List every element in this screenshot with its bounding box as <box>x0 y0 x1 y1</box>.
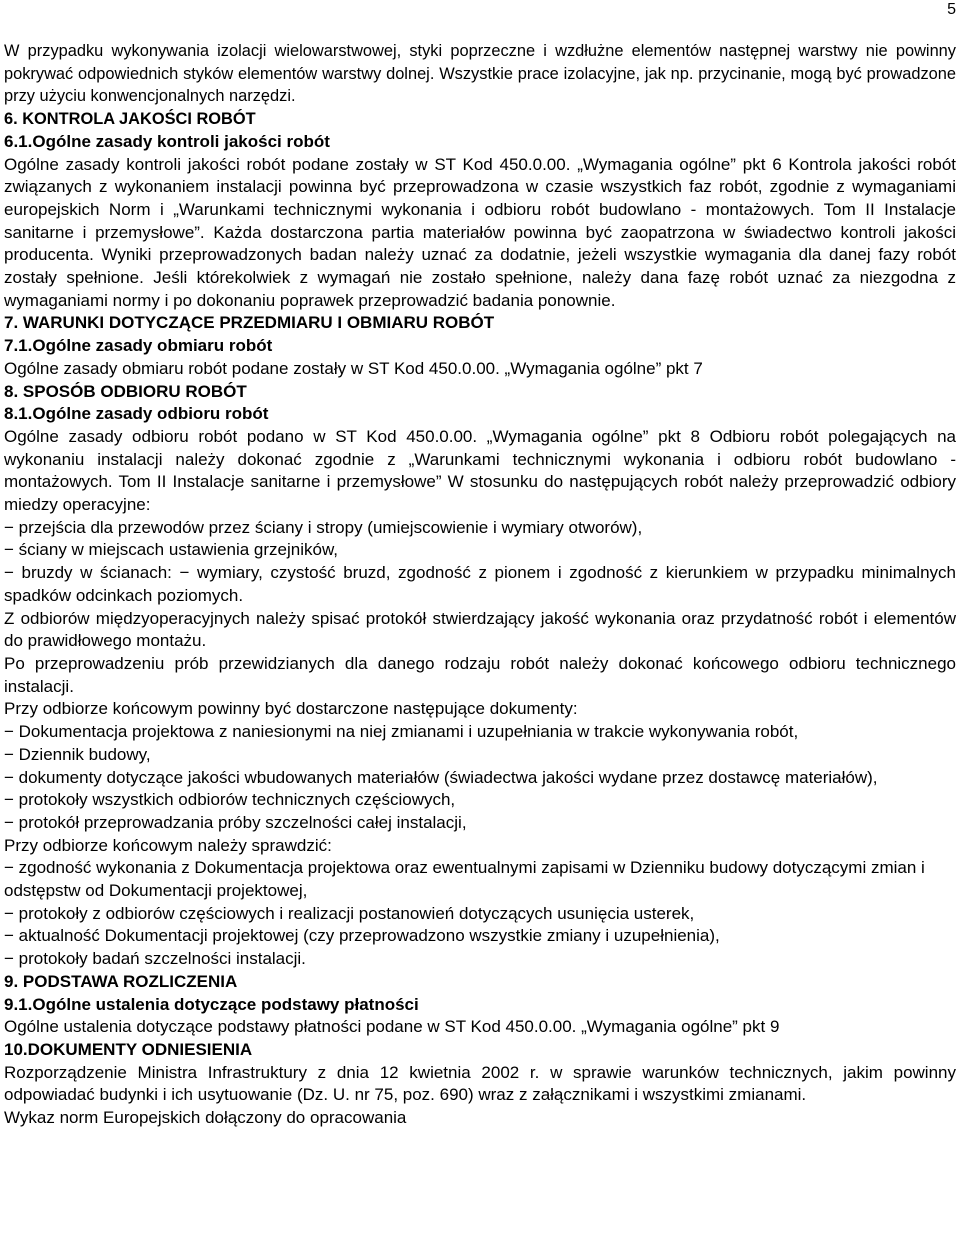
document-body <box>4 40 956 1130</box>
section-7-heading: 7. WARUNKI DOTYCZĄCE PRZEDMIARU I OBMIARU ROBÓT <box>4 313 495 333</box>
check-intro: Przy odbiorze końcowym należy sprawdzić: <box>4 835 332 855</box>
section-6-1-heading: 6.1.Ogólne zasady kontroli jakości robót <box>4 131 330 151</box>
section-6-paragraph-a: „Wymagania ogólne” pkt 6 Kontrola jakości robót związanych z wykonaniem instalacji powinna być przeprowadzona w czasie wszystkich faz robót, zgodnie z wymaganiami europejskich Norm i „Warunkami technicznymi wykonania i odbioru robót budowlano - montażowych. Tom II Instalacje sanitarne i przemysłowe”. <box>4 154 957 242</box>
list-item: − protokoły z odbiorów częściowych i realizacji postanowień dotyczących usunięcia usterek, <box>4 903 695 923</box>
section-6-paragraph <box>4 154 956 313</box>
section-9-line: Ogólne ustalenia dotyczące podstawy płatności podane w ST Kod 450.0.00. „Wymagania ogólne” pkt 9 <box>4 1017 780 1037</box>
section-6-line1: Ogólne zasady kontroli jakości robót podane zostały w ST Kod 450.0.00. <box>4 154 571 174</box>
section-10-heading: 10.DOKUMENTY ODNIESIENIA <box>4 1039 253 1059</box>
section-7-1-heading: 7.1.Ogólne zasady obmiaru robót <box>4 336 273 356</box>
section-10-last-line: Wykaz norm Europejskich dołączony do opracowania <box>4 1108 407 1128</box>
section-8-1-heading: 8.1.Ogólne zasady odbioru robót <box>4 404 269 424</box>
list-item: − Dokumentacja projektowa z naniesionymi na niej zmianami i uzupełniania w trakcie wykonywania robót, <box>4 722 799 742</box>
list-item: − Dziennik budowy, <box>4 744 151 764</box>
list-item: − dokumenty dotyczące jakości wbudowanych materiałów (świadectwa jakości wydane przez dostawcę materiałów), <box>4 767 878 787</box>
list-item: − bruzdy w ścianach: − wymiary, czystość bruzd, zgodność z pionem i zgodność z kierunkiem w przypadku minimalnych spadków odcinkach poziomych. <box>4 563 956 605</box>
list-item: − zgodność wykonania z Dokumentacja projektowa oraz ewentualnymi zapisami w Dzienniku budowy dotyczącymi zmian i odstępstw od Dokumentacji projektowej, <box>4 858 925 901</box>
section-6-paragraph-b: Każda dostarczona partia materiałów powinna być zaopatrzona w świadectwo kontroli jakości producenta. Wyniki przeprowadzonych badan należy uznać za dodatnie, jeżeli wszystkie wymagania dla danej fazy robót zostały spełnione. Jeśli którekolwiek z wymagań nie zostało spełnione, należy dana fazę robót uznać za niezgodna z wymaganiami normy i po dokonaniu poprawek przeprowadzić badania ponownie. <box>4 222 956 310</box>
section-8-para2: Z odbiorów międzyoperacyjnych należy spisać protokół stwierdzający jakość wykonania oraz przydatność robót i elementów do prawidłowego montażu. <box>4 608 956 651</box>
intro-paragraph: W przypadku wykonywania izolacji wielowarstwowej, styki poprzeczne i wzdłużne elementów następnej warstwy nie powinny pokrywać odpowiednich styków elementów warstwy dolnej. Wszystkie prace izolacyjne, jak np. przycinanie, mogą być prowadzone przy użyciu konwencjonalnych narzędzi. <box>4 42 956 106</box>
section-8-heading: 8. SPOSÓB ODBIORU ROBÓT <box>4 381 247 401</box>
page-number: 5 <box>947 1 956 18</box>
section-7-line: Ogólne zasady obmiaru robót podane zostały w ST Kod 450.0.00. „Wymagania ogólne” pkt 7 <box>4 358 703 378</box>
list-item: − aktualność Dokumentacji projektowej (czy przeprowadzono wszystkie zmiany i uzupełnienia), <box>4 926 720 946</box>
list-item: − ściany w miejscach ustawienia grzejników, <box>4 540 339 560</box>
section-8-para3: Po przeprowadzeniu prób przewidzianych dla danego rodzaju robót należy dokonać końcowego odbioru technicznego instalacji. <box>4 653 956 696</box>
section-10-paragraph: Rozporządzenie Ministra Infrastruktury z dnia 12 kwietnia 2002 r. w sprawie warunków technicznych, jakim powinny odpowiadać budynki i ich usytuowanie (Dz. U. nr 75, poz. 690) wraz z załącznikami i wszystkimi zmianami. <box>4 1062 956 1105</box>
documents-intro: Przy odbiorze końcowym powinny być dostarczone następujące dokumenty: <box>4 699 578 719</box>
list-item: − protokoły badań szczelności instalacji. <box>4 949 306 969</box>
section-9-1-heading: 9.1.Ogólne ustalenia dotyczące podstawy płatności <box>4 994 419 1014</box>
section-8-paragraph: Ogólne zasady odbioru robót podano w ST Kod 450.0.00. „Wymagania ogólne” pkt 8 Odbioru robót polegających na wykonaniu instalacji należy dokonać zgodnie z „Warunkami technicznymi wykonania i odbioru robót budowlano - montażowych. Tom II Instalacje sanitarne i przemysłowe” W stosunku do następujących robót należy przeprowadzić odbiory miedzy operacyjne: <box>4 426 956 515</box>
list-item: − przejścia dla przewodów przez ściany i stropy (umiejscowienie i wymiary otworów), <box>4 517 643 537</box>
section-6-heading: 6. KONTROLA JAKOŚCI ROBÓT <box>4 110 256 129</box>
list-item: − protokoły wszystkich odbiorów technicznych częściowych, <box>4 790 456 810</box>
section-9-heading: 9. PODSTAWA ROZLICZENIA <box>4 971 238 991</box>
list-item: − protokół przeprowadzania próby szczelności całej instalacji, <box>4 812 467 832</box>
